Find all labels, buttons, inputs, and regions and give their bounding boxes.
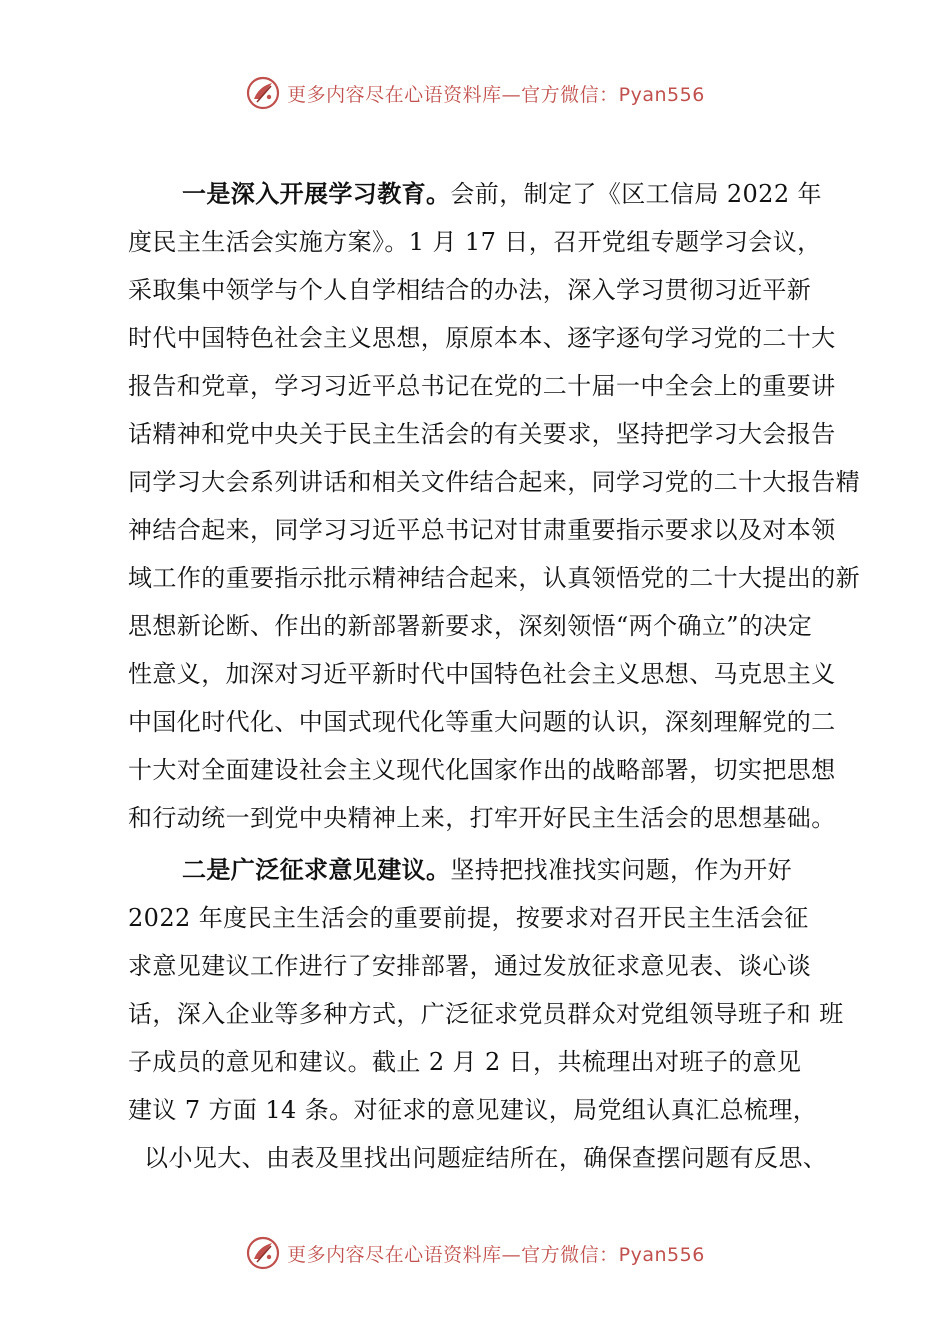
logo-icon — [245, 1235, 281, 1271]
paragraph-lead: 二是广泛征求意见建议。 — [182, 856, 451, 884]
paragraph-solicit-opinions — [128, 846, 844, 1182]
text-line: 十大对全面建设社会主义现代化国家作出的战略部署，切实把思想 — [128, 756, 836, 784]
watermark-header — [0, 71, 950, 115]
text-line: 性意义，加深对习近平新时代中国特色社会主义思想、马克思主义 — [128, 660, 836, 688]
text-line: 求意见建议工作进行了安排部署，通过发放征求意见表、谈心谈 — [128, 952, 812, 980]
text-line: 二是广泛征求意见建议。坚持把找准找实问题，作为开好 — [182, 856, 793, 884]
paragraph-study-education — [128, 170, 860, 842]
text-line: 建议 7 方面 14 条。对征求的意见建议，局党组认真汇总梳理， — [128, 1096, 818, 1124]
text-line: 中国化时代化、中国式现代化等重大问题的认识，深刻理解党的二 — [128, 708, 836, 736]
text-line: 报告和党章，学习习近平总书记在党的二十届一中全会上的重要讲 — [128, 372, 836, 400]
watermark-text: 更多内容尽在心语资料库—官方微信： — [287, 83, 619, 106]
text-line: 以小见大、由表及里找出问题症结所在，确保查摆问题有反思、 — [128, 1144, 828, 1172]
text-line: 和行动统一到党中央精神上来，打牢开好民主生活会的思想基础。 — [128, 804, 836, 832]
paragraph-lead: 一是深入开展学习教育。 — [182, 180, 451, 208]
text-line: 时代中国特色社会主义思想，原原本本、逐字逐句学习党的二十大 — [128, 324, 836, 352]
document-body — [128, 170, 860, 1182]
logo-icon — [245, 75, 281, 111]
text-line: 话精神和党中央关于民主生活会的有关要求，坚持把学习大会报告 — [128, 420, 836, 448]
watermark-text: 更多内容尽在心语资料库—官方微信： — [287, 1243, 619, 1266]
text-line: 度民主生活会实施方案》。1 月 17 日，召开党组专题学习会议， — [128, 228, 822, 256]
text-line: 子成员的意见和建议。截止 2 月 2 日，共梳理出对班子的意见 — [128, 1048, 802, 1076]
text-line: 一是深入开展学习教育。会前，制定了《区工信局 2022 年 — [182, 180, 822, 208]
watermark-id: Pyan556 — [618, 1243, 705, 1266]
text-line: 域工作的重要指示批示精神结合起来，认真领悟党的二十大提出的新 — [128, 564, 860, 592]
text-line: 神结合起来，同学习习近平总书记对甘肃重要指示要求以及对本领 — [128, 516, 836, 544]
text-line: 2022 年度民主生活会的重要前提，按要求对召开民主生活会征 — [128, 904, 809, 932]
watermark-id: Pyan556 — [618, 83, 705, 106]
watermark-footer — [0, 1231, 950, 1275]
text-line: 同学习大会系列讲话和相关文件结合起来，同学习党的二十大报告精 — [128, 468, 860, 496]
text-line: 采取集中领学与个人自学相结合的办法，深入学习贯彻习近平新 — [128, 276, 812, 304]
text-line: 话，深入企业等多种方式，广泛征求党员群众对党组领导班子和 班 — [128, 1000, 844, 1028]
text-line: 思想新论断、作出的新部署新要求，深刻领悟“两个确立”的决定 — [128, 612, 813, 640]
